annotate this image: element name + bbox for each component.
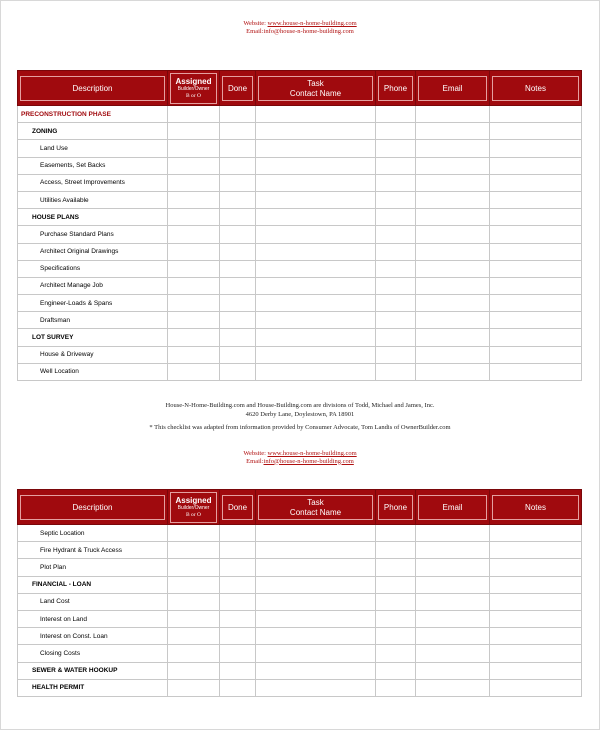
table-row xyxy=(18,329,582,346)
task-contact-cell[interactable] xyxy=(256,106,376,123)
email-label: Email: xyxy=(246,27,264,35)
assigned-cell[interactable] xyxy=(168,346,220,363)
done-cell[interactable] xyxy=(220,610,256,627)
done-cell[interactable] xyxy=(220,243,256,260)
phone-cell[interactable] xyxy=(376,140,416,157)
table-row xyxy=(18,363,582,380)
email-cell[interactable] xyxy=(416,260,490,277)
done-cell[interactable] xyxy=(220,679,256,696)
col-task-contact: Task Contact Name xyxy=(256,71,376,106)
phone-cell[interactable] xyxy=(376,542,416,559)
website-link[interactable]: www.house-n-home-building.com xyxy=(267,20,357,27)
notes-cell[interactable] xyxy=(490,191,582,208)
task-contact-cell[interactable] xyxy=(256,174,376,191)
checklist-item: House & Driveway xyxy=(18,346,168,363)
checklist-item: Land Use xyxy=(18,140,168,157)
notes-cell[interactable] xyxy=(490,243,582,260)
assigned-cell[interactable] xyxy=(168,140,220,157)
task-contact-cell[interactable] xyxy=(256,662,376,679)
footer-credit-line: * This checklist was adapted from information provided by Consumer Advocate, Tom Landis of OwnerBuilder.com xyxy=(149,424,451,431)
notes-cell[interactable] xyxy=(490,260,582,277)
col-done: Done xyxy=(220,490,256,525)
col-description: Description xyxy=(18,490,168,525)
assigned-cell[interactable] xyxy=(168,576,220,593)
section-heading: HOUSE PLANS xyxy=(18,209,168,226)
col-assigned: Assigned Builder/Owner B or O xyxy=(168,490,220,525)
website-label: Website: xyxy=(243,20,266,27)
done-cell[interactable] xyxy=(220,363,256,380)
phone-cell[interactable] xyxy=(376,209,416,226)
phone-cell[interactable] xyxy=(376,576,416,593)
contact-header-1 xyxy=(0,20,600,35)
assigned-cell[interactable] xyxy=(168,123,220,140)
email-cell[interactable] xyxy=(416,628,490,645)
col-phone: Phone xyxy=(376,490,416,525)
table-row xyxy=(18,295,582,312)
task-contact-cell[interactable] xyxy=(256,123,376,140)
phone-cell[interactable] xyxy=(376,610,416,627)
col-assigned: Assigned Builder/Owner B or O xyxy=(168,71,220,106)
website-link[interactable]: www.house-n-home-building.com xyxy=(267,450,357,457)
phone-cell[interactable] xyxy=(376,525,416,542)
done-cell[interactable] xyxy=(220,312,256,329)
table-row xyxy=(18,645,582,662)
phone-cell[interactable] xyxy=(376,593,416,610)
task-contact-cell[interactable] xyxy=(256,363,376,380)
done-cell[interactable] xyxy=(220,662,256,679)
task-contact-cell[interactable] xyxy=(256,610,376,627)
notes-cell[interactable] xyxy=(490,525,582,542)
table-row xyxy=(18,312,582,329)
notes-cell[interactable] xyxy=(490,295,582,312)
notes-cell[interactable] xyxy=(490,628,582,645)
notes-cell[interactable] xyxy=(490,329,582,346)
checklist-item: Plot Plan xyxy=(18,559,168,576)
phone-cell[interactable] xyxy=(376,226,416,243)
assigned-cell[interactable] xyxy=(168,542,220,559)
col-phone: Phone xyxy=(376,71,416,106)
checklist-item: Architect Original Drawings xyxy=(18,243,168,260)
checklist-item: Well Location xyxy=(18,363,168,380)
assigned-cell[interactable] xyxy=(168,593,220,610)
table-row xyxy=(18,576,582,593)
email-cell[interactable] xyxy=(416,610,490,627)
task-contact-cell[interactable] xyxy=(256,559,376,576)
done-cell[interactable] xyxy=(220,576,256,593)
done-cell[interactable] xyxy=(220,645,256,662)
table-row xyxy=(18,277,582,294)
email-cell[interactable] xyxy=(416,593,490,610)
checklist-item: Purchase Standard Plans xyxy=(18,226,168,243)
checklist-item: Septic Location xyxy=(18,525,168,542)
done-cell[interactable] xyxy=(220,525,256,542)
task-contact-cell[interactable] xyxy=(256,312,376,329)
task-contact-cell[interactable] xyxy=(256,576,376,593)
done-cell[interactable] xyxy=(220,295,256,312)
table-header-row xyxy=(18,490,582,525)
task-contact-cell[interactable] xyxy=(256,277,376,294)
email-cell[interactable] xyxy=(416,363,490,380)
phone-cell[interactable] xyxy=(376,157,416,174)
section-heading: LOT SURVEY xyxy=(18,329,168,346)
section-heading: ZONING xyxy=(18,123,168,140)
email-cell[interactable] xyxy=(416,662,490,679)
assigned-cell[interactable] xyxy=(168,610,220,627)
task-contact-cell[interactable] xyxy=(256,140,376,157)
phone-cell[interactable] xyxy=(376,277,416,294)
task-contact-cell[interactable] xyxy=(256,191,376,208)
task-contact-cell[interactable] xyxy=(256,243,376,260)
email-cell[interactable] xyxy=(416,295,490,312)
checklist-item: Interest on Land xyxy=(18,610,168,627)
section-heading: FINANCIAL - LOAN xyxy=(18,576,168,593)
col-description: Description xyxy=(18,71,168,106)
task-contact-cell[interactable] xyxy=(256,157,376,174)
phone-cell[interactable] xyxy=(376,123,416,140)
phone-cell[interactable] xyxy=(376,295,416,312)
table-header-row xyxy=(18,71,582,106)
col-email: Email xyxy=(416,490,490,525)
table-row xyxy=(18,662,582,679)
assigned-cell[interactable] xyxy=(168,645,220,662)
email-cell[interactable] xyxy=(416,559,490,576)
footer-company-line: House-N-Home-Building.com and House-Building.com are divisions of Todd, Michael and James, Inc. xyxy=(165,402,435,409)
done-cell[interactable] xyxy=(220,559,256,576)
phone-cell[interactable] xyxy=(376,662,416,679)
notes-cell[interactable] xyxy=(490,140,582,157)
contact-header-2 xyxy=(0,450,600,465)
table-row xyxy=(18,559,582,576)
assigned-cell[interactable] xyxy=(168,260,220,277)
assigned-cell[interactable] xyxy=(168,157,220,174)
phase-heading: PRECONSTRUCTION PHASE xyxy=(18,106,168,123)
task-contact-cell[interactable] xyxy=(256,260,376,277)
checklist-item: Architect Manage Job xyxy=(18,277,168,294)
col-notes: Notes xyxy=(490,71,582,106)
checklist-item: Fire Hydrant & Truck Access xyxy=(18,542,168,559)
email-cell[interactable] xyxy=(416,277,490,294)
table-row xyxy=(18,157,582,174)
checklist-item: Engineer-Loads & Spans xyxy=(18,295,168,312)
website-label: Website: xyxy=(243,450,266,457)
done-cell[interactable] xyxy=(220,226,256,243)
task-contact-cell[interactable] xyxy=(256,295,376,312)
checklist-item: Utilities Available xyxy=(18,191,168,208)
assigned-cell[interactable] xyxy=(168,226,220,243)
done-cell[interactable] xyxy=(220,542,256,559)
done-cell[interactable] xyxy=(220,174,256,191)
notes-cell[interactable] xyxy=(490,312,582,329)
email-cell[interactable] xyxy=(416,157,490,174)
assigned-cell[interactable] xyxy=(168,662,220,679)
notes-cell[interactable] xyxy=(490,610,582,627)
email-cell[interactable] xyxy=(416,312,490,329)
notes-cell[interactable] xyxy=(490,209,582,226)
email-link[interactable]: info@house-n-home-building.com xyxy=(263,27,354,35)
notes-cell[interactable] xyxy=(490,662,582,679)
assigned-cell[interactable] xyxy=(168,191,220,208)
checklist-item: Specifications xyxy=(18,260,168,277)
assigned-cell[interactable] xyxy=(168,363,220,380)
task-contact-cell[interactable] xyxy=(256,645,376,662)
checklist-item: Land Cost xyxy=(18,593,168,610)
table-row xyxy=(18,628,582,645)
table-row xyxy=(18,226,582,243)
email-cell[interactable] xyxy=(416,123,490,140)
email-label: Email: xyxy=(246,457,264,465)
notes-cell[interactable] xyxy=(490,559,582,576)
notes-cell[interactable] xyxy=(490,593,582,610)
table-row xyxy=(18,525,582,542)
checklist-item: Easements, Set Backs xyxy=(18,157,168,174)
table-row xyxy=(18,243,582,260)
done-cell[interactable] xyxy=(220,277,256,294)
done-cell[interactable] xyxy=(220,157,256,174)
table-row xyxy=(18,140,582,157)
col-notes: Notes xyxy=(490,490,582,525)
assigned-cell[interactable] xyxy=(168,243,220,260)
col-email: Email xyxy=(416,71,490,106)
assigned-cell[interactable] xyxy=(168,559,220,576)
task-contact-cell[interactable] xyxy=(256,346,376,363)
task-contact-cell[interactable] xyxy=(256,329,376,346)
checklist-table-1 xyxy=(17,70,582,381)
email-cell[interactable] xyxy=(416,191,490,208)
notes-cell[interactable] xyxy=(490,277,582,294)
assigned-cell[interactable] xyxy=(168,106,220,123)
done-cell[interactable] xyxy=(220,140,256,157)
table-row xyxy=(18,593,582,610)
phone-cell[interactable] xyxy=(376,363,416,380)
email-cell[interactable] xyxy=(416,140,490,157)
done-cell[interactable] xyxy=(220,209,256,226)
table-row xyxy=(18,191,582,208)
notes-cell[interactable] xyxy=(490,542,582,559)
email-cell[interactable] xyxy=(416,209,490,226)
phone-cell[interactable] xyxy=(376,645,416,662)
notes-cell[interactable] xyxy=(490,576,582,593)
task-contact-cell[interactable] xyxy=(256,226,376,243)
phone-cell[interactable] xyxy=(376,628,416,645)
email-cell[interactable] xyxy=(416,243,490,260)
col-done: Done xyxy=(220,71,256,106)
table-row xyxy=(18,679,582,696)
notes-cell[interactable] xyxy=(490,226,582,243)
notes-cell[interactable] xyxy=(490,679,582,696)
task-contact-cell[interactable] xyxy=(256,209,376,226)
email-cell[interactable] xyxy=(416,346,490,363)
table-row xyxy=(18,123,582,140)
done-cell[interactable] xyxy=(220,593,256,610)
phone-cell[interactable] xyxy=(376,346,416,363)
assigned-cell[interactable] xyxy=(168,312,220,329)
checklist-table-2 xyxy=(17,489,582,697)
done-cell[interactable] xyxy=(220,346,256,363)
email-cell[interactable] xyxy=(416,174,490,191)
checklist-item: Access, Street Improvements xyxy=(18,174,168,191)
table-row xyxy=(18,106,582,123)
assigned-cell[interactable] xyxy=(168,174,220,191)
phone-cell[interactable] xyxy=(376,106,416,123)
task-contact-cell[interactable] xyxy=(256,593,376,610)
notes-cell[interactable] xyxy=(490,645,582,662)
email-cell[interactable] xyxy=(416,679,490,696)
phone-cell[interactable] xyxy=(376,559,416,576)
phone-cell[interactable] xyxy=(376,312,416,329)
done-cell[interactable] xyxy=(220,329,256,346)
table-row xyxy=(18,610,582,627)
email-cell[interactable] xyxy=(416,576,490,593)
done-cell[interactable] xyxy=(220,123,256,140)
notes-cell[interactable] xyxy=(490,157,582,174)
section-heading: SEWER & WATER HOOKUP xyxy=(18,662,168,679)
notes-cell[interactable] xyxy=(490,174,582,191)
table-row xyxy=(18,209,582,226)
assigned-cell[interactable] xyxy=(168,295,220,312)
assigned-cell[interactable] xyxy=(168,277,220,294)
company-footer xyxy=(0,402,600,433)
assigned-cell[interactable] xyxy=(168,525,220,542)
notes-cell[interactable] xyxy=(490,346,582,363)
email-cell[interactable] xyxy=(416,106,490,123)
table-row xyxy=(18,542,582,559)
assigned-cell[interactable] xyxy=(168,628,220,645)
task-contact-cell[interactable] xyxy=(256,525,376,542)
notes-cell[interactable] xyxy=(490,363,582,380)
email-cell[interactable] xyxy=(416,329,490,346)
assigned-cell[interactable] xyxy=(168,209,220,226)
email-cell[interactable] xyxy=(416,542,490,559)
phone-cell[interactable] xyxy=(376,243,416,260)
checklist-item: Closing Costs xyxy=(18,645,168,662)
email-cell[interactable] xyxy=(416,226,490,243)
notes-cell[interactable] xyxy=(490,106,582,123)
task-contact-cell[interactable] xyxy=(256,542,376,559)
checklist-item: Draftsman xyxy=(18,312,168,329)
phone-cell[interactable] xyxy=(376,260,416,277)
email-cell[interactable] xyxy=(416,645,490,662)
table-row xyxy=(18,260,582,277)
done-cell[interactable] xyxy=(220,628,256,645)
phone-cell[interactable] xyxy=(376,329,416,346)
assigned-cell[interactable] xyxy=(168,329,220,346)
task-contact-cell[interactable] xyxy=(256,679,376,696)
notes-cell[interactable] xyxy=(490,123,582,140)
table-row xyxy=(18,346,582,363)
done-cell[interactable] xyxy=(220,106,256,123)
done-cell[interactable] xyxy=(220,260,256,277)
col-task-contact: Task Contact Name xyxy=(256,490,376,525)
phone-cell[interactable] xyxy=(376,679,416,696)
email-link[interactable]: info@house-n-home-building.com xyxy=(263,457,354,465)
footer-address-line: 4620 Derby Lane, Doylestown, PA 18901 xyxy=(245,410,355,418)
phone-cell[interactable] xyxy=(376,191,416,208)
table-row xyxy=(18,174,582,191)
assigned-cell[interactable] xyxy=(168,679,220,696)
done-cell[interactable] xyxy=(220,191,256,208)
task-contact-cell[interactable] xyxy=(256,628,376,645)
checklist-item: Interest on Const. Loan xyxy=(18,628,168,645)
email-cell[interactable] xyxy=(416,525,490,542)
section-heading: HEALTH PERMIT xyxy=(18,679,168,696)
phone-cell[interactable] xyxy=(376,174,416,191)
